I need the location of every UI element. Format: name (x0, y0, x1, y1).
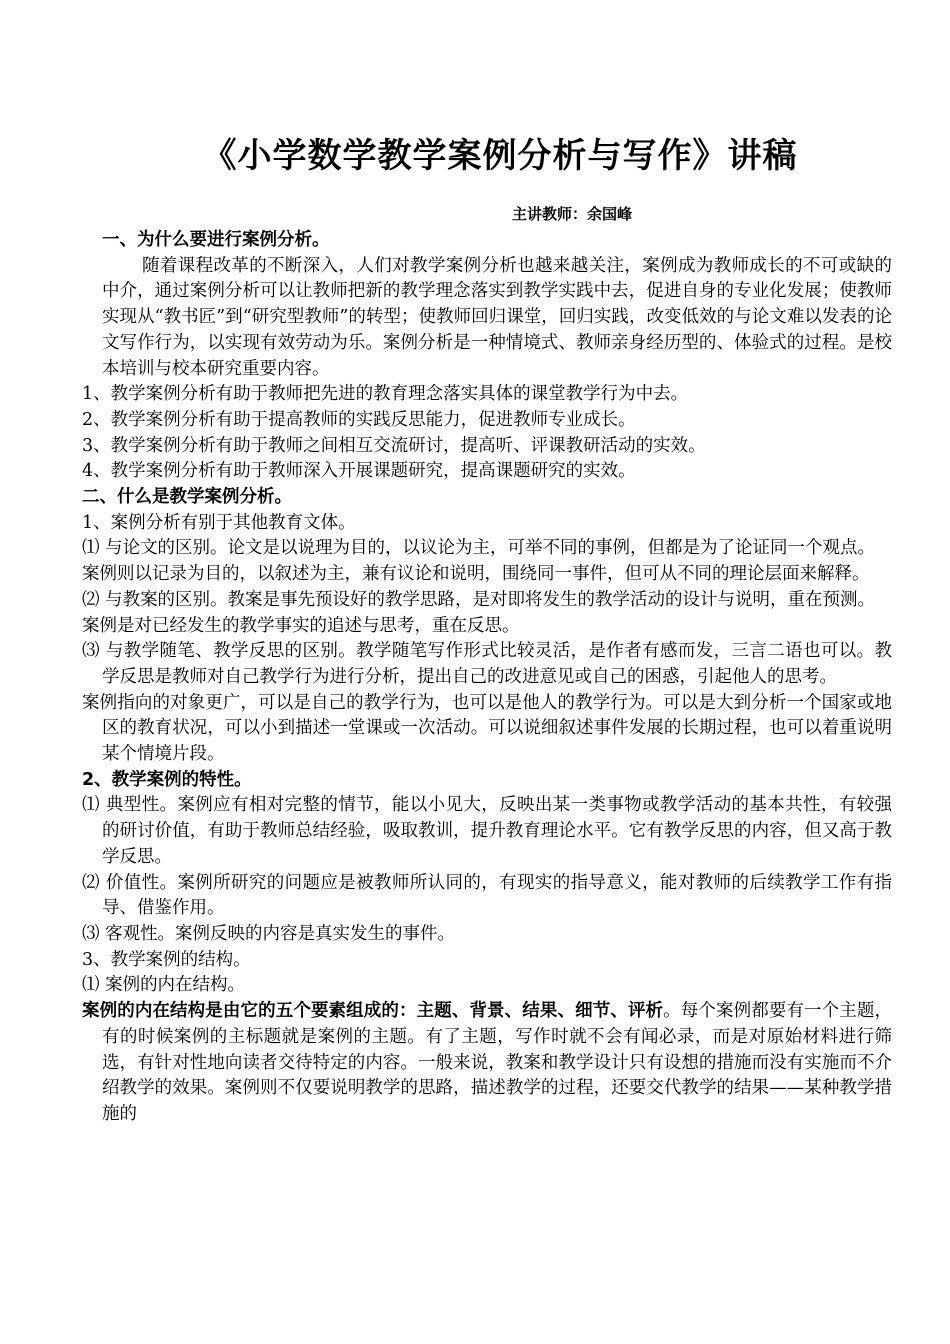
document-body (82, 228, 892, 1128)
section-heading-2: 二、什么是教学案例分析。 (82, 487, 292, 508)
paragraph (82, 999, 892, 1128)
paragraph: ⑶ 与教学随笔、教学反思的区别。教学随笔写作形式比较灵活，是作者有感而发，三言二语也可以。教学反思是教师对自己教学行为进行分析，提出自己的改进意见或自己的困惑，引起他人的思考。 (82, 641, 892, 687)
subheading: 1、案例分析有别于其他教育文体。 (82, 512, 356, 533)
subheading: 2、教学案例的特性。 (82, 769, 252, 790)
paragraph: 案例是对已经发生的教学事实的追述与思考，重在反思。 (82, 615, 520, 636)
paragraph: ⑵ 价值性。案例所研究的问题应是被教师所认同的，有现实的指导意义，能对教师的后续教学工作有指导、借鉴作用。 (82, 872, 892, 919)
list-item: 3、教学案例分析有助于教师之间相互交流研讨，提高听、评课教研活动的实效。 (82, 435, 706, 456)
paragraph: ⑵ 与教案的区别。教案是事先预设好的教学思路，是对即将发生的教学活动的设计与说明，重在预测。 (82, 589, 876, 610)
paragraph: 案例指向的对象更广，可以是自己的教学行为，也可以是他人的教学行为。可以是大到分析一个国家或地区的教育状况，可以小到描述一堂课或一次活动。可以说细叙述事件发展的长期过程，也可以着重说明某个情境片段。 (82, 692, 892, 765)
list-item: 1、教学案例分析有助于教师把先进的教育理念落实具体的课堂教学行为中去。 (82, 384, 689, 405)
list-item: 4、教学案例分析有助于教师深入开展课题研究，提高课题研究的实效。 (82, 461, 636, 482)
list-item: 2、教学案例分析有助于提高教师的实践反思能力，促进教师专业成长。 (82, 409, 636, 430)
paragraph: 随着课程改革的不断深入，人们对教学案例分析也越来越关注，案例成为教师成长的不可或缺的中介，通过案例分析可以让教师把新的教学理念落实到教学实践中去，促进自身的专业化发展；使教师实现从“教书匠”到“研究型教师”的转型；使教师回归课堂，回归实践，改变低效的与论文难以发表的论文写作行为，以实现有效劳动为乐。案例分析是一种情境式、教师亲身经历型的、体验式的过程。是校本培训与校本研究重要内容。 (102, 255, 892, 379)
bold-lead: 案例的内在结构是由它的五个要素组成的：主题、背景、结果、细节、评析 (82, 1001, 664, 1022)
author-line: 主讲教师：余国峰 (512, 205, 633, 223)
paragraph: ⑴ 案例的内在结构。 (82, 975, 246, 996)
document-title: 《小学数学教学案例分析与写作》讲稿 (202, 136, 798, 176)
paragraph: ⑴ 与论文的区别。论文是以说理为目的，以议论为主，可举不同的事例，但都是为了论证同一个观点。 (82, 538, 876, 559)
paragraph-rest: 。每个案例都要有一个主题，有的时候案例的主标题就是案例的主题。有了主题，写作时就不会有闻必录，而是对原始材料进行筛选，有针对性地向读者交待特定的内容。一般来说，教案和教学设计只有设想的措施而没有实施而不介绍教学的效果。案例则不仅要说明教学的思路，描述教学的过程，还要交代教学的结果——某种教学措施的 (102, 1001, 893, 1124)
paragraph: ⑶ 客观性。案例反映的内容是真实发生的事件。 (82, 923, 456, 944)
section-heading-1: 一、为什么要进行案例分析。 (102, 230, 330, 250)
paragraph: 案例则以记录为目的，以叙述为主，兼有议论和说明，围绕同一事件，但可从不同的理论层面来解释。 (82, 564, 870, 585)
subheading: 3、教学案例的结构。 (82, 949, 251, 970)
paragraph: ⑴ 典型性。案例应有相对完整的情节，能以小见大，反映出某一类事物或教学活动的基本共性，有较强的研讨价值，有助于教师总结经验，吸取教训，提升教育理论水平。它有教学反思的内容，但又高于教学反思。 (82, 795, 892, 867)
